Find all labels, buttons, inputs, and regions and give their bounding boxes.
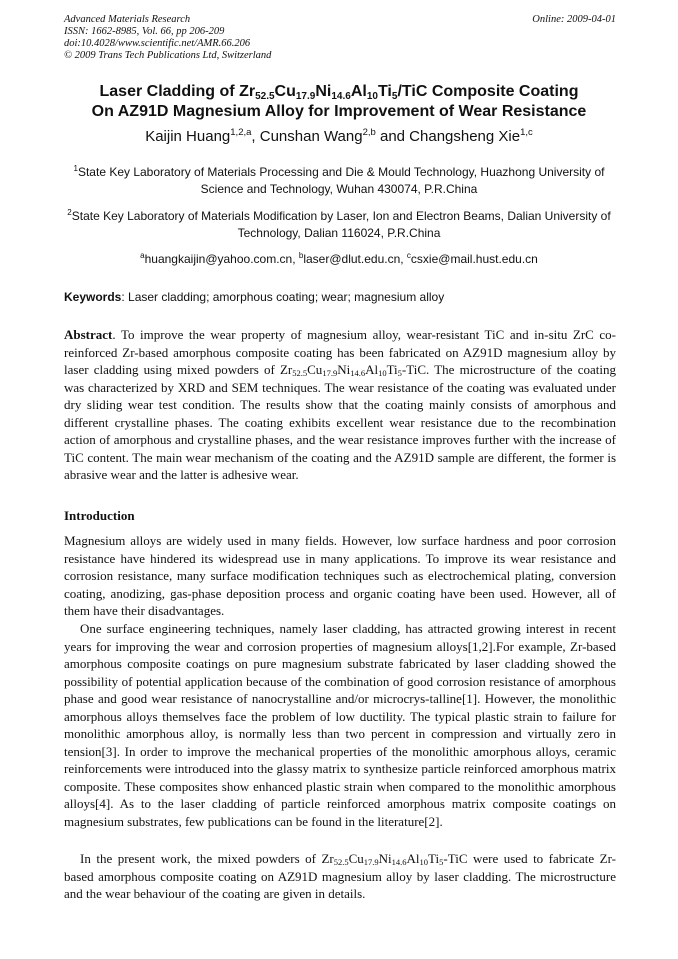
- abstract-label: Abstract: [64, 327, 113, 342]
- keywords-label: Keywords: [64, 290, 122, 304]
- affiliation-1: $^1$State Key Laboratory of Materials Processing and Die & Mould Technology, Huazhong University of Science and Technology, Wuhan 430074, P.R.China: [73, 164, 605, 196]
- introduction-heading: Introduction: [64, 508, 135, 523]
- author-list: Kaijin Huang$^{1,2,a}$, Cunshan Wang$^{2,b}$ and Changsheng Xie$^{1,c}$: [145, 127, 533, 145]
- author-3: and Changsheng Xie: [375, 128, 521, 145]
- email-b: laser@dlut.edu.cn,: [303, 252, 407, 266]
- author-1: Kaijin Huang: [145, 128, 231, 145]
- issn-line: ISSN: 1662-8985, Vol. 66, pp 206-209: [64, 26, 225, 37]
- email-c: csxie@mail.hust.edu.cn: [410, 252, 538, 266]
- intro-paragraph-2: One surface engineering techniques, namely laser cladding, has attracted growing interest in recent years for improving the wear and corrosion properties of magnesium alloys[1,2].For example, Zr-based amorphous composite coatings on pure magnesium substrate fabricated by laser cladding showed the possibility of potential application because of the combination of good corrosion resistance of amorphous phase and good wear resistance of nanocrystalline and/or microcrys-talline[1]. However, the monolithic amorphous alloys themselves face the problem of low ductility. The typical plastic strain to failure for monolithic amorphous alloy, is normally less than two percent in compression and virtually zero in tension[3]. In order to improve the mechanical properties of the monolithic amorphous alloys, ceramic reinforcements were introduced into the glassy matrix to synthesize particle reinforced amorphous matrix composite. These composites show enhanced plastic strain when compared to the monolithic amorphous alloys[4]. As to the laser cladding of particle reinforced amorphous matrix composite coatings on magnesium substrates, few publications can be found in the literature[2].: [64, 621, 616, 829]
- copyright-line: © 2009 Trans Tech Publications Ltd, Switzerland: [64, 50, 272, 61]
- paper-title: [40, 82, 638, 122]
- author-emails: $^a$huangkaijin@yahoo.com.cn, $^b$laser@dlut.edu.cn, $^c$csxie@mail.hust.edu.cn: [140, 251, 538, 266]
- title-line-1: Laser Cladding of $Zr_{52.5}Cu_{17.9}Ni_{14.6}Al_{10}Ti_5$/TiC Composite Coating: [99, 83, 579, 102]
- intro-paragraph-1: Magnesium alloys are widely used in many fields. However, low surface hardness and poor corrosion resistance have hindered its widespread use in many applications. To improve its wear resistance and corrosion resistance, many surface modification techniques such as electrochemical plating, conversion coating, anodizing, gas-phase deposition process and organic coating have been used. However, all of them have their disadvantages.: [64, 533, 616, 618]
- online-date: Online: 2009-04-01: [532, 14, 616, 25]
- affiliation-2: $^2$State Key Laboratory of Materials Modification by Laser, Ion and Electron Beams, Dalian University of Technology, Dalian 116024, P.R.China: [67, 208, 611, 240]
- doi-line: doi:10.4028/www.scientific.net/AMR.66.206: [64, 38, 251, 49]
- keywords-line: [64, 290, 616, 305]
- intro-paragraph-3: In the present work, the mixed powders of $Zr_{52.5}Cu_{17.9}Ni_{14.6}Al_{10}Ti_5$-TiC were used to fabricate Zr-based amorphous composite coating on AZ91D magnesium alloy by laser cladding. The microstructure and the wear behaviour of the coating are given in details.: [64, 851, 616, 901]
- author-2: , Cunshan Wang: [251, 128, 363, 145]
- title-line-2: On AZ91D Magnesium Alloy for Improvement of Wear Resistance: [91, 103, 587, 120]
- journal-header: [64, 14, 616, 62]
- abstract-paragraph: Abstract. To improve the wear property of magnesium alloy, wear-resistant TiC and in-situ ZrC co-reinforced Zr-based amorphous composite coating has been fabricated on AZ91D magnesium alloy by laser cladding using mixed powders of $Zr_{52.5}Cu_{17.9}Ni_{14.6}Al_{10}Ti_5$-TiC. The microstructure of the coating was characterized by XRD and SEM techniques. The wear resistance of the coating was evaluated under dry sliding wear test condition. The results show that the coating mainly consists of amorphous and different crystalline phases. The coating exhibits excellent wear resistance due to the recombination action of amorphous and crystalline phases, and the wear resistance improves further with the increase of TiC content. The main wear mechanism of the coating and the AZ91D sample are different, the former is abrasive wear and the latter is adhesive wear.: [64, 327, 616, 482]
- journal-name: Advanced Materials Research: [64, 14, 191, 25]
- keywords-text: : Laser cladding; amorphous coating; wear; magnesium alloy: [121, 290, 445, 304]
- email-a: huangkaijin@yahoo.com.cn,: [144, 252, 299, 266]
